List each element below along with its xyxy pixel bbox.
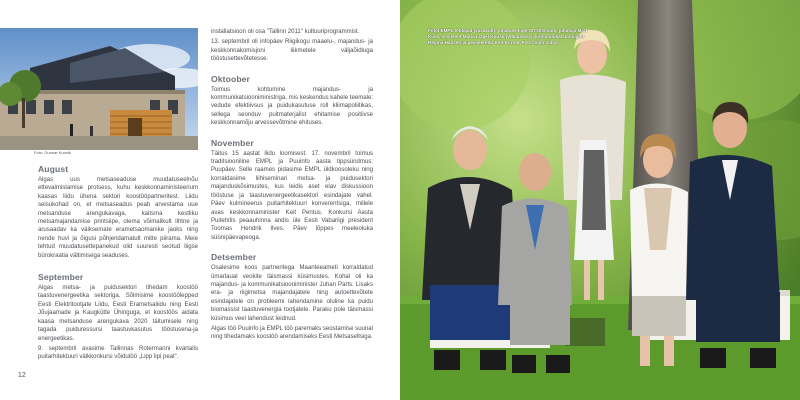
paragraph-detsember-1: Osalesime koos partneritega Maanteeameti korraldatud ümarlaual veokite täismassi küsimustes. Kohal oli ka majandus- ja kommunikatsiooniminister Juhan Parts. Lisaks era- ja riigimetsa majandajatele ning autoettevõtete esindajatele on probleemi lahendamine oluline ka puidu biomassist taastuvenergia tootjatele. Paraku pole täismassi küsimus veel lahendust leidnud.: [211, 265, 373, 322]
section-heading-detsember: Detsember: [211, 252, 257, 263]
photo-credit: Foto: Gunnar Kunnik: [34, 150, 71, 155]
page-number: 12: [18, 372, 26, 379]
paragraph-august: Algas uus metsaseaduse muudatuseelnõu ettevalmistamise protsess, kuhu keskkonnaministeerium kaasas liidu ühena sektori koostööpartneritest. Liidu seisukohad on, et metsaseadus peab arvestama uue metsanduse arengukavaga, kaitsma kestliku metsamajandamise printsiipe, olema võimalikult lihtne ja arusaadav ka väiksemate erametsaomanike jaoks ning nende huvi ja õigusi põhjendamatult mitte piirama. Meie tehtud muudatusettepanekud olid suuresti seotud liigse bürokraatia vältimisega seaduses.: [38, 177, 198, 259]
paragraph-oktoober: Toimus kohtumine majandus- ja kommunikatsiooniministriga, mis keskendus kahele teemale: vedude efektiivsus ja puidukasutuse roll kliimapoliitikas, sellega seonduv puitmaterjalist ehitamise positiivse keskkonnamõju arvessevõtmine ehituses.: [211, 86, 373, 127]
paragraph-intro-1: installatsioon oli osa "Tallinn 2011" kultuuriprogrammist.: [211, 29, 360, 35]
group-photo: [400, 0, 800, 400]
left-text-column: [38, 164, 198, 364]
photo-caption: Fotol EMPL töötajad (vasakult): juhatuse liige Ott Otsmann, juhataja Mart Kiisk, assistent Maria Lizgel Kuusk (Vitkauskas), kommunikatsioonijuht Regina Hansen ja peasekretär Keit Kurme. Foto: Siim Vahur: [428, 28, 588, 46]
section-heading-august: August: [38, 164, 69, 174]
section-heading-september: September: [38, 272, 84, 283]
middle-text-column: [211, 28, 373, 344]
building-photo: [0, 28, 198, 150]
paragraph-november: Täitus 15 aastat liidu loomisest. 17. novembril toimus traditsiooniline EMPL ja Puuinfo aasta tippsündmus: Puupäev. Selle raames pidasime EMPL üldkoosoleku ning korraldasime liihiseminari metsa- ja puidusektori majanduskõsimustes, kus leidis aset elav diskussioon tööstuse ja taastuvenergeetikasektori esindajate vahel. Päev kulmineerus puitarhitektuuri konverentsiga, millele avas keskkonnaminister Keit Pentus. Konkursi Aasta Puitehitis peaauhinna andis üle Eesti Vabariigi president Toomas Hendrik Ilves. Päev lõppes meeleoluka süünipäevapeoga.: [211, 150, 373, 241]
section-heading-oktoober: Oktoober: [211, 73, 250, 84]
paragraph-september-2: 9. septembril avasime Tallinnas Rotermanni kvartalis puitarhitektuuri välkkonkursi võidutöö „Lipp lipi peal".: [38, 345, 198, 361]
paragraph-intro-2: 13. septembril oli infopäev Riigikogu maaelu-, majandus- ja keskkonnakomisjoni liikmetele väljaõidluga tööstusettevõtetesse.: [211, 39, 373, 63]
section-heading-november: November: [211, 137, 254, 148]
paragraph-september-1: Algas metsa- ja puidusektori tihedam koostöö taastuvenergeetika sektoriga. Sõlmisime koostöölepped Eesti Elektritootjate Liidu, Eesti Erametsaliidu ning Eesti Jõujaamade ja Kaugkütte Ühinguga, et koostöös aidata kaasa metsanduse arengukava 2020 täitumisele ning tagada puiduressursi taastuvkasutus tööstusena-ja energeetikas.: [38, 285, 198, 342]
right-page: [400, 0, 800, 400]
paragraph-detsember-2: Algas töö Puuinfo ja EMPL töö paremaks seostamise suunal ning tihedamaks koostöö arendamiseks Eesti Metsaseltsiga.: [211, 325, 373, 341]
